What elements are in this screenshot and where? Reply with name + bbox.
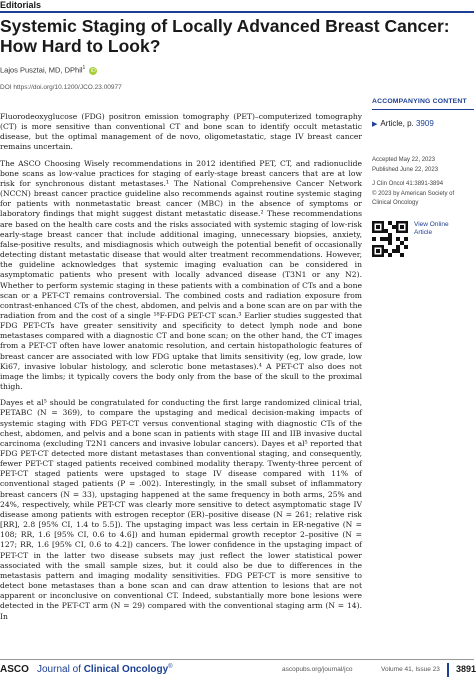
journal-name: [37, 664, 173, 675]
journal-registered: ®: [168, 664, 173, 670]
asco-logo: ASCO: [0, 664, 29, 675]
author-line: [0, 65, 97, 75]
published-date: Published June 22, 2023: [372, 166, 439, 173]
doi-link[interactable]: DOI https://doi.org/10.1200/JCO.23.00977: [0, 84, 122, 91]
article-body: [0, 112, 362, 628]
copyright-line-1: © 2023 by American Society of: [372, 190, 455, 197]
body-paragraph-1: Fluorodeoxyglucose (FDG) positron emission tomography (PET)–computerized tomography (CT) is more sensitive than conventional CT and bone scan to identify occult metastatic disease, but the optimal management of de novo, oligometastatic, stage IV breast cancer remains uncertain.: [0, 112, 362, 152]
qr-code-icon[interactable]: [372, 221, 408, 257]
related-article-page: 3909: [415, 119, 434, 128]
citation: J Clin Oncol 41:3891-3894: [372, 181, 444, 187]
article-title: Systemic Staging of Locally Advanced Breast Cancer: How Hard to Look?: [0, 16, 450, 56]
journal-main: Clinical Oncology: [83, 664, 169, 675]
accepted-date: Accepted May 22, 2023: [372, 157, 436, 163]
journal-url[interactable]: ascopubs.org/journal/jco: [282, 666, 353, 673]
journal-prefix: Journal of: [37, 664, 81, 675]
header-rule: [0, 11, 474, 13]
author-name[interactable]: Lajos Pusztai, MD, DPhil: [0, 65, 83, 75]
view-online-article-link[interactable]: [414, 221, 449, 238]
arrow-right-icon: ▶: [372, 121, 378, 128]
related-article-link[interactable]: [372, 119, 474, 128]
accompanying-content-heading: ACCOMPANYING CONTENT: [372, 98, 474, 110]
footer-rule: [0, 659, 474, 660]
related-article-label: Article, p.: [380, 119, 414, 128]
section-label: Editorials: [0, 0, 42, 10]
publication-meta: [372, 156, 474, 209]
body-paragraph-2: The ASCO Choosing Wisely recommendations in 2012 identified PET, CT, and radionuclide bone scans as low-value practices for staging of early-stage breast cancers that are at low risk for synchronous distant metastases.¹ The National Comprehensive Cancer Network (NCCN) breast cancer practice guideline also recommends against routine systemic staging for patients with nonmetastatic breast cancer (MBC) in the absence of symptoms or laboratory findings that might suggest distant metastatic disease.² These recommendations are based on the health care costs and the risks associated with systemic staging of low-risk early-stage breast cancer that include additional imaging, unnecessary biopsies, anxiety, false-positive results, and misdiagnosis which outweigh the potential benefit of occasionally detecting distant metastatic disease that would alter treatment recommendations. However, the guideline acknowledges that systemic imaging evaluation can be considered in asymptomatic patients who present with locally advanced disease (T3N1 or any N2). Whether to perform systemic staging in these patients with a combination of CTs and a bone scan or a PET-CT remains controversial. The combined costs and radiation exposure from contrast-enhanced CTs of the chest, abdomen, and pelvis and a bone scan are on par with the radiation from and the cost of a single ¹⁸F-FDG PET-CT scan.³ Earlier studies suggested that FDG PET-CTs have greater sensitivity and specificity to detect lymph node and bone metastases compared with a diagnostic CT and bone scan; on the other hand, the CT images from a PET-CT often have lower anatomic resolution, and certain histopathologic features of breast cancer are associated with low FDG uptake that limits sensitivity (eg, low grade, low Ki67, invasive lobular histology, and sclerotic bone metastases).⁴ A PET-CT also does not image the limbs; it typically covers the body only from the base of the skull to the proximal thigh.: [0, 158, 362, 392]
copyright-line-2: Clinical Oncology: [372, 200, 419, 206]
footer-divider: [447, 663, 449, 677]
sidebar: [372, 98, 474, 257]
view-online-block[interactable]: [372, 221, 474, 257]
author-affiliation: 1: [82, 65, 86, 71]
volume-issue: Volume 41, Issue 23: [381, 666, 440, 673]
view-article-label: Article: [414, 229, 433, 236]
body-paragraph-3: Dayes et al⁵ should be congratulated for conducting the first large randomized clinical trial, PETABC (N = 369), to compare the upstaging and medical decision-making impacts of systemic staging with FDG PET-CT versus conventional staging with diagnostic CTs of the chest, abdomen, and pelvis and a bone scan in patients with stage III and IIB invasive ductal carcinoma (excluding T2N1 cancers and invasive lobular cancers). Dayes et al⁵ reported that FDG PET-CT detected more distant metastases than conventional staging, and consequently, fewer PET-CT staged patients received combined modality therapy. Twenty-three percent of PET-CT staged patients were upstaged to stage IV disease compared with 11% of conventional staged patients (P = .002). Interestingly, in the small subset of inflammatory breast cancers (N = 33), upstaging happened at the same frequency in both arms, 25% and 24%, respectively, while PET-CT was clearly more sensitive to detect asymptomatic stage IV disease among patients with estrogen receptor (ER)–positive disease (N = 261; relative risk [RR], 2.8 [95% CI, 1.4 to 5.5]). The upstaging impact was less certain in ER-negative (N = 108; RR, 1.6 [95% CI, 0.6 to 4.6]) and human epidermal growth receptor 2–positive (N = 127; RR, 1.6 [95% CI, 0.6 to 4.2]) cancers. The lower confidence in the upstaging impact of PET-CT in the latter two disease subsets may just reflect the lower statistical power associated with the small sample sizes, but it could also be due to differences in the metastasis pattern and imaging modality sensitivities. FDG PET-CT is more sensitive to detect bone metastases than a bone scan and can draw attention to lesions that are not apparent or inconclusive on conventional CT. Indeed, substantially more bone lesions were detected in the PET-CT arm (N = 29) compared with the conventional staging arm (N = 14). In: [0, 398, 362, 621]
page-number: 3891: [456, 664, 476, 674]
page-footer: [0, 664, 474, 678]
orcid-icon[interactable]: iD: [91, 67, 96, 74]
view-online-label: View Online: [414, 220, 449, 228]
